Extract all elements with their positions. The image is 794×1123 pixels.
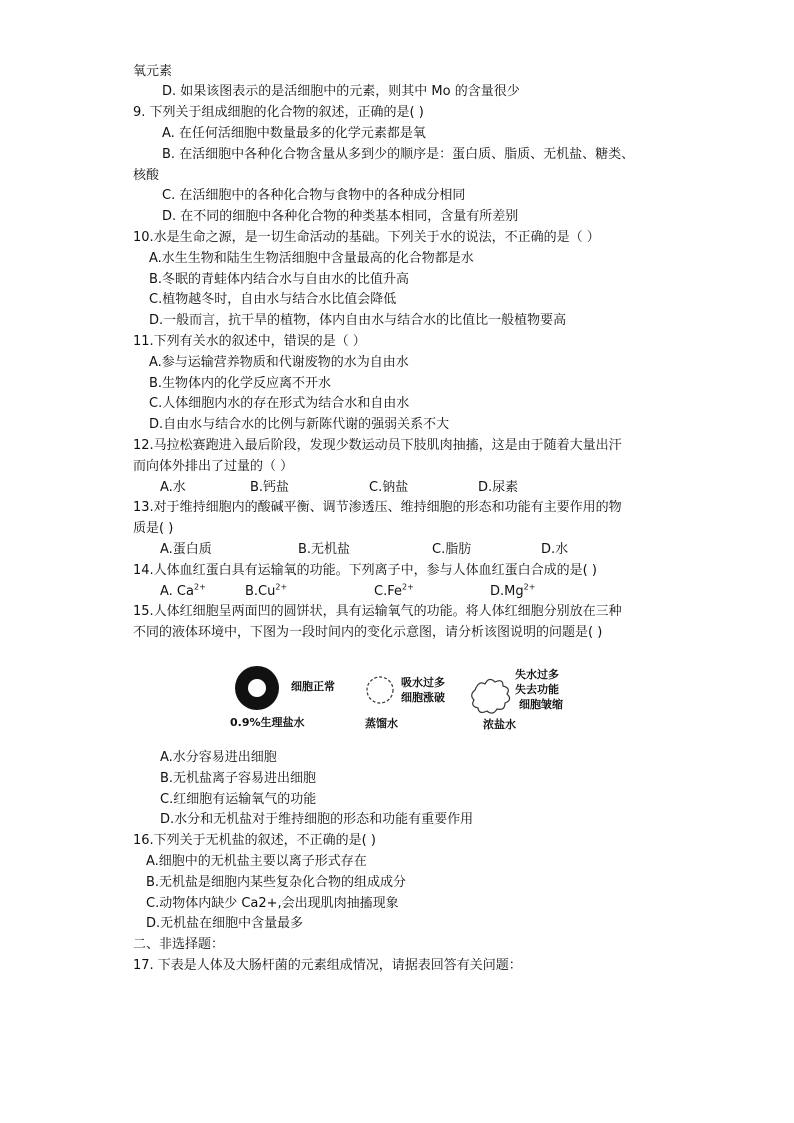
option-b: B.生物体内的化学反应离不开水 <box>149 376 332 391</box>
question-12-continued: 而向体外排出了过量的（ ） <box>133 459 294 474</box>
question-9: 9. 下列关于组成细胞的化合物的叙述，正确的是( ) <box>133 105 424 120</box>
option-b-continued: 核酸 <box>133 168 160 183</box>
shrunken-cell-icon <box>472 679 510 713</box>
burst-label-2: 细胞涨破 <box>401 691 445 704</box>
option-b: B.无机盐 <box>298 542 351 557</box>
option-b <box>245 583 287 601</box>
text-line: 氧元素 <box>133 64 173 79</box>
question-13: 13.对于维持细胞内的酸碱平衡、调节渗透压、维持细胞的形态和功能有主要作用的物 <box>133 500 622 515</box>
ion-charge: 2+ <box>193 582 206 592</box>
ion-charge: 2+ <box>523 582 536 592</box>
option-d: D.水分和无机盐对于维持细胞的形态和功能有重要作用 <box>160 812 474 827</box>
ion-charge: 2+ <box>275 582 288 592</box>
option-a <box>160 583 206 601</box>
option-c: C. 在活细胞中的各种化合物与食物中的各种成分相同 <box>162 188 466 203</box>
option-a: A.细胞中的无机盐主要以离子形式存在 <box>146 854 367 869</box>
section-heading: 二、非选择题： <box>133 937 225 952</box>
option-d-text: D.Mg <box>490 584 524 599</box>
normal-cell-label: 细胞正常 <box>291 680 335 693</box>
question-14: 14.人体血红蛋白具有运输氧的功能。下列离子中，参与人体血红蛋白合成的是( ) <box>133 563 597 578</box>
option-d: D. 如果该图表示的是活细胞中的元素，则其中 Mo 的含量很少 <box>162 84 520 99</box>
option-d: D.尿素 <box>478 480 519 495</box>
shrink-label-2: 失去功能 <box>515 683 559 696</box>
salt-water-label: 浓盐水 <box>483 718 516 731</box>
ion-charge: 2+ <box>401 582 414 592</box>
option-c: C.红细胞有运输氧气的功能 <box>160 792 317 807</box>
question-11: 11.下列有关水的叙述中，错误的是（ ） <box>133 334 366 349</box>
question-12: 12.马拉松赛跑进入最后阶段，发现少数运动员下肢肌肉抽搐，这是由于随着大量出汗 <box>133 438 622 453</box>
option-b: B.无机盐离子容易进出细胞 <box>160 771 317 786</box>
burst-cell-icon <box>367 677 393 703</box>
option-d: D.一般而言，抗干旱的植物，体内自由水与结合水的比值比一般植物要高 <box>149 313 567 328</box>
option-d <box>490 583 535 601</box>
option-c: C.脂肪 <box>432 542 472 557</box>
shrink-label-3: 细胞皱缩 <box>519 698 563 711</box>
question-13-continued: 质是( ) <box>133 521 174 536</box>
option-a: A.参与运输营养物质和代谢废物的水为自由水 <box>149 355 409 370</box>
option-a: A.水 <box>160 480 186 495</box>
shrink-label-1: 失水过多 <box>515 668 559 681</box>
option-c: C.植物越冬时，自由水与结合水比值会降低 <box>149 292 397 307</box>
option-a-text: A. Ca <box>160 584 194 599</box>
option-c-text: C.Fe <box>374 584 402 599</box>
question-15-continued: 不同的液体环境中，下图为一段时间内的变化示意图，请分析该图说明的问题是( ) <box>133 625 603 640</box>
option-c: C.钠盐 <box>369 480 409 495</box>
option-c: C.人体细胞内水的存在形式为结合水和自由水 <box>149 396 410 411</box>
option-c <box>374 583 414 601</box>
question-10: 10.水是生命之源，是一切生命活动的基础。下列关于水的说法，不正确的是（ ） <box>133 230 600 245</box>
distilled-water-label: 蒸馏水 <box>365 717 398 730</box>
option-d: D.无机盐在细胞中含量最多 <box>146 916 304 931</box>
saline-label: 0.9%生理盐水 <box>230 716 305 729</box>
option-a: A.水生生物和陆生生物活细胞中含量最高的化合物都是水 <box>149 251 474 266</box>
option-d: D. 在不同的细胞中各种化合物的种类基本相同，含量有所差别 <box>162 209 519 224</box>
option-b-text: B.Cu <box>245 584 276 599</box>
question-16: 16.下列关于无机盐的叙述，不正确的是( ) <box>133 833 376 848</box>
option-b: B. 在活细胞中各种化合物含量从多到少的顺序是：蛋白质、脂质、无机盐、糖类、 <box>162 147 635 162</box>
option-c: C.动物体内缺少 Ca2+,会出现肌肉抽搐现象 <box>146 896 399 911</box>
option-d: D.自由水与结合水的比例与新陈代谢的强弱关系不大 <box>149 417 450 432</box>
option-a: A.水分容易进出细胞 <box>160 750 277 765</box>
cell-figure <box>225 660 585 740</box>
option-b: B.无机盐是细胞内某些复杂化合物的组成成分 <box>146 875 407 890</box>
question-17: 17. 下表是人体及大肠杆菌的元素组成情况，请据表回答有关问题： <box>133 958 522 973</box>
option-b: B.冬眠的青蛙体内结合水与自由水的比值升高 <box>149 272 410 287</box>
option-d: D.水 <box>541 542 569 557</box>
burst-label-1: 吸水过多 <box>401 676 445 689</box>
normal-cell-center <box>248 679 266 697</box>
option-a: A.蛋白质 <box>160 542 212 557</box>
question-15: 15.人体红细胞呈两面凹的圆饼状，具有运输氧气的功能。将人体红细胞分别放在三种 <box>133 604 622 619</box>
option-b: B.钙盐 <box>250 480 290 495</box>
option-a: A. 在任何活细胞中数量最多的化学元素都是氧 <box>162 126 426 141</box>
